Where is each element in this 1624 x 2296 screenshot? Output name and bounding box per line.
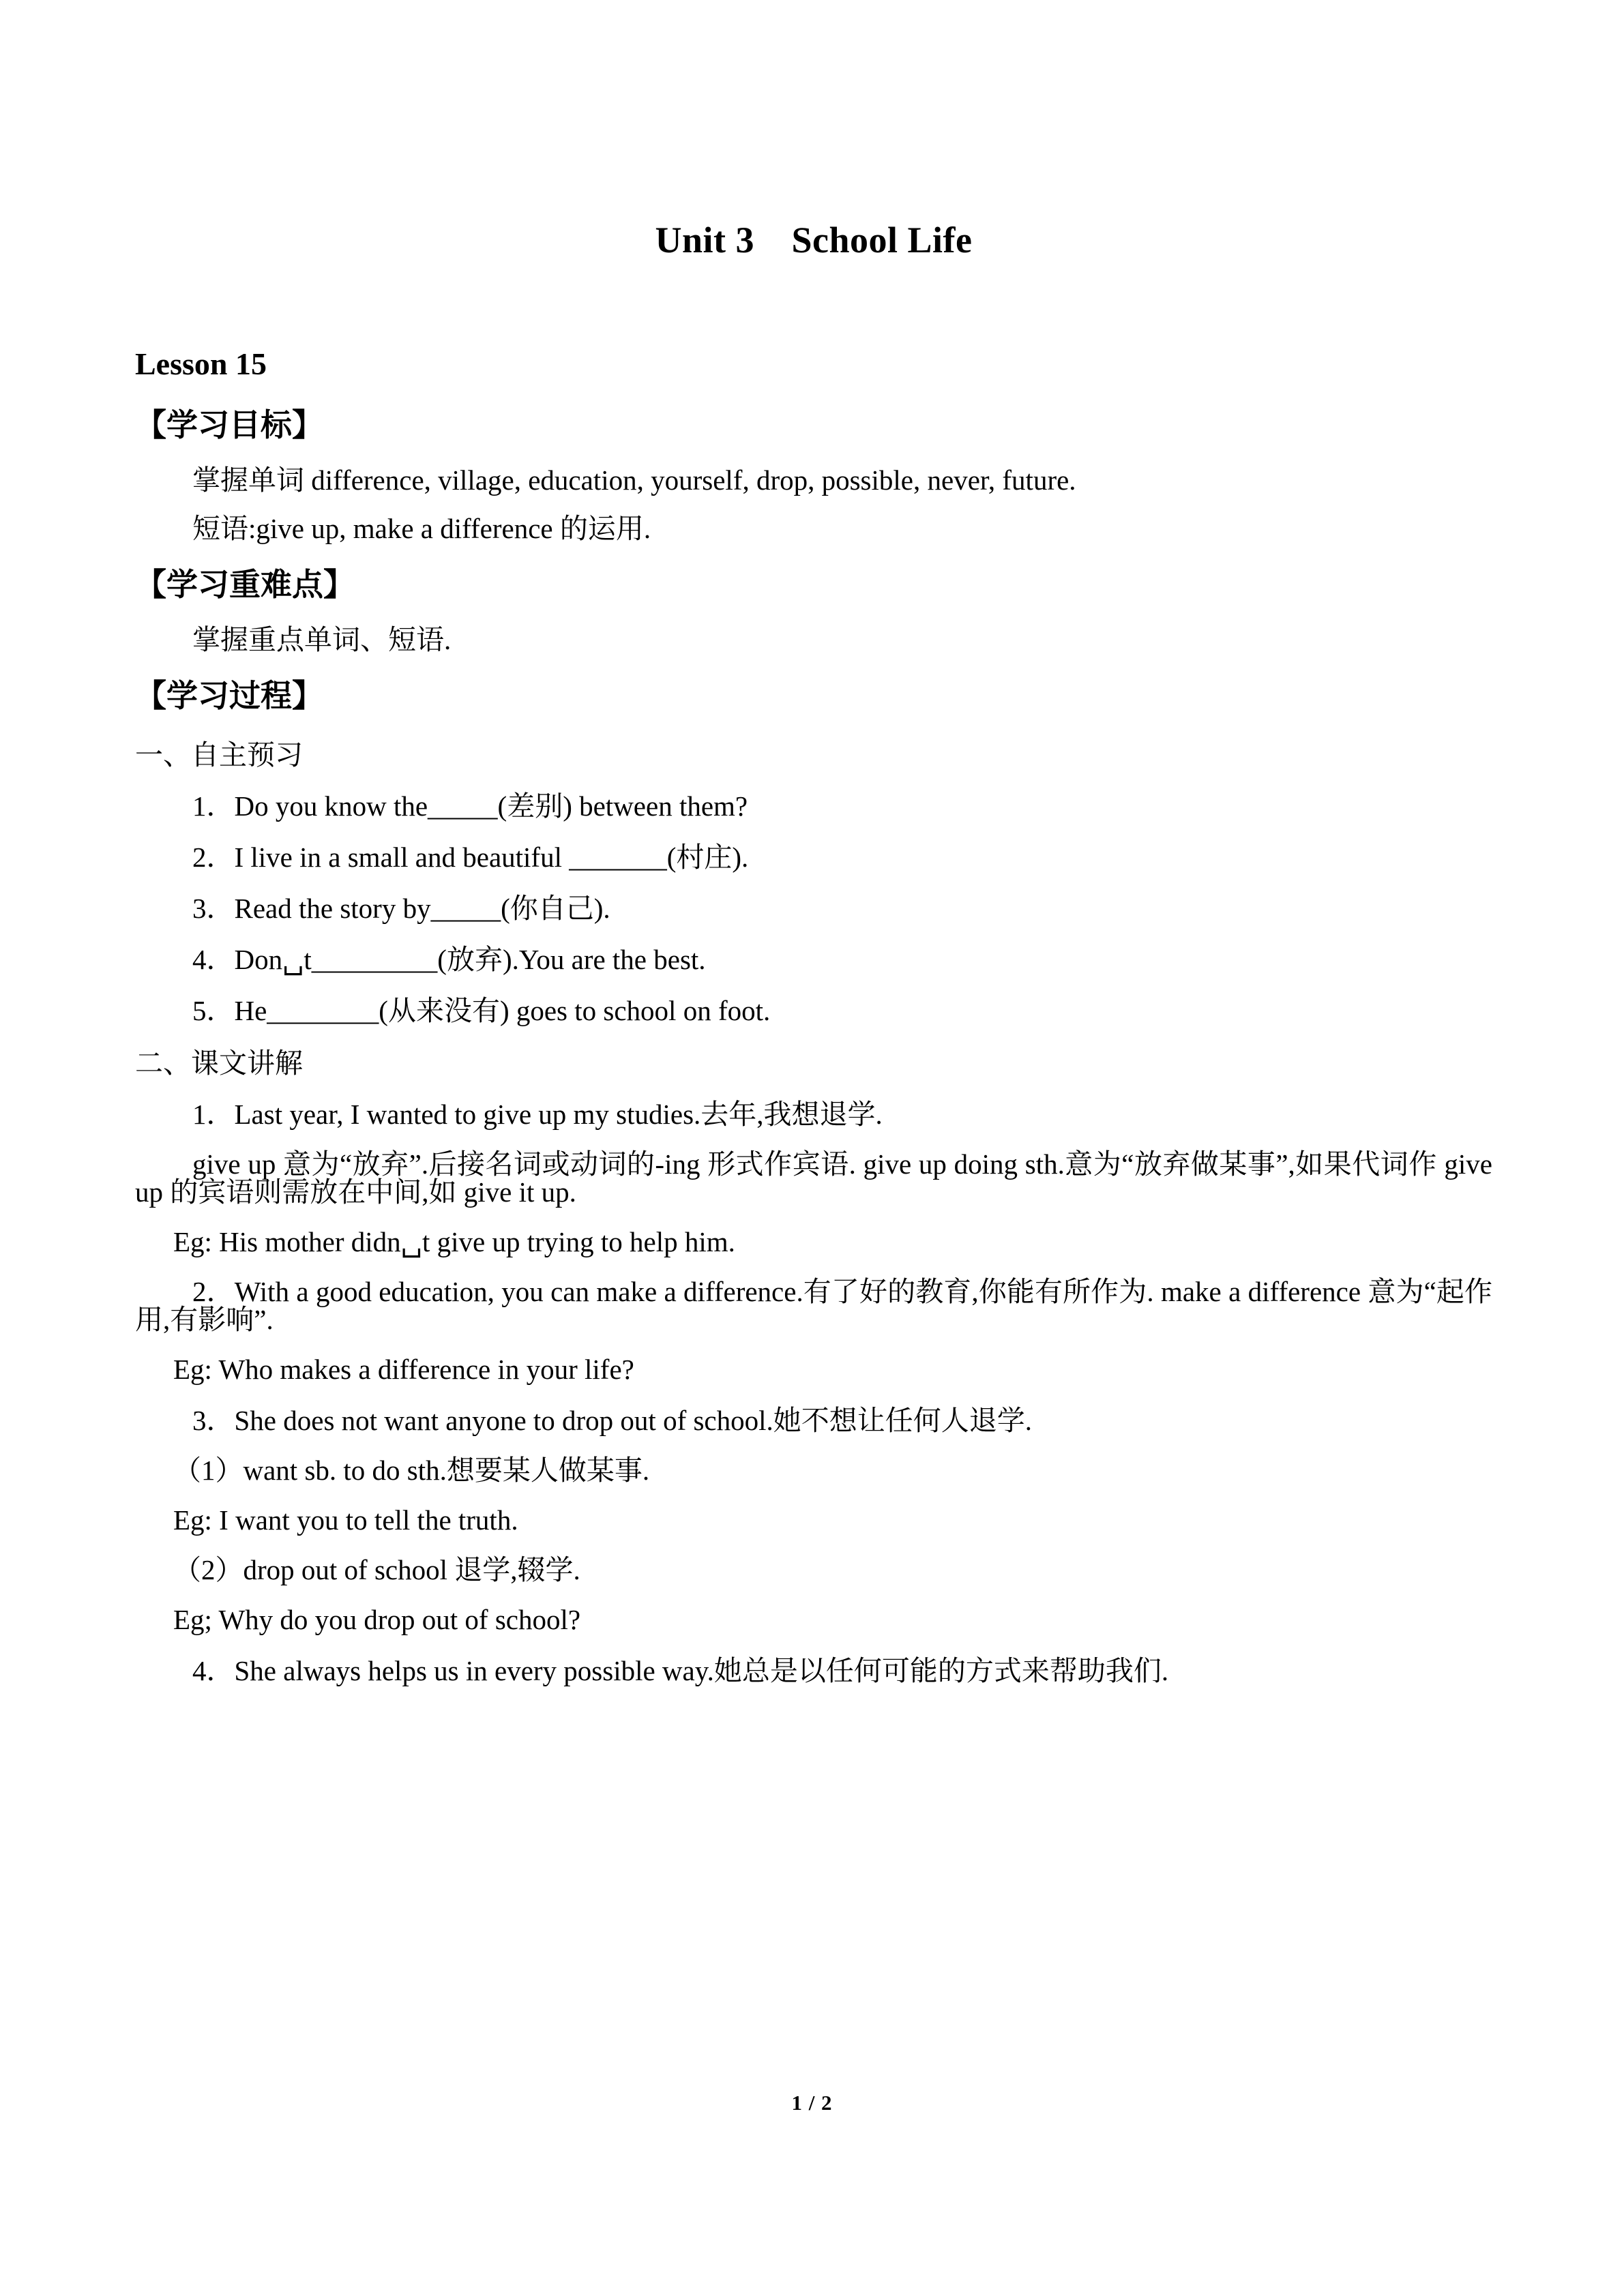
objective-line: 掌握单词 difference, village, education, yourself, drop, possible, never, future.	[192, 464, 1076, 496]
page-title: Unit 3 School Life	[655, 220, 973, 260]
exercise-item: 3．Read the story by_____(你自己).	[192, 892, 610, 924]
page-footer	[0, 2091, 1624, 2115]
note-sub-item: （2）drop out of school 退学,辍学.	[173, 1553, 580, 1585]
document-content	[135, 0, 1492, 1685]
note-sub-item: （1）want sb. to do sth.想要某人做某事.	[173, 1454, 650, 1486]
note-example: Eg; Why do you drop out of school?	[173, 1603, 581, 1635]
note-explanation: give up 意为“放弃”.后接名词或动词的-ing 形式作宾语. give up doing sth.意为“放弃做某事”,如果代词作 give up 的宾语则需放在中间,如 give it up.	[135, 1148, 1492, 1208]
note-sentence: 4．She always helps us in every possible way.她总是以任何可能的方式来帮助我们.	[192, 1654, 1169, 1686]
section-heading-keypoints: 【学习重难点】	[135, 567, 355, 603]
section-heading-objectives: 【学习目标】	[135, 408, 323, 443]
exercise-item: 4．Don␣t_________(放弃).You are the best.	[192, 943, 706, 975]
note-example: Eg: Who makes a difference in your life?	[173, 1353, 634, 1385]
objective-line: 短语:give up, make a difference 的运用.	[192, 513, 651, 545]
page-number: 1 / 2	[791, 2091, 833, 2115]
note-example: Eg: I want you to tell the truth.	[173, 1504, 518, 1536]
exercise-item: 1．Do you know the_____(差别) between them?	[192, 790, 748, 822]
note-example: Eg: His mother didn␣t give up trying to help him.	[173, 1225, 735, 1257]
section-heading-process: 【学习过程】	[135, 678, 323, 713]
part-two-label: 二、课文讲解	[135, 1047, 303, 1079]
exercise-item: 2．I live in a small and beautiful _______(村庄).	[192, 841, 749, 873]
note-sentence: 3．She does not want anyone to drop out of school.她不想让任何人退学.	[192, 1404, 1033, 1436]
part-one-label: 一、自主预习	[135, 739, 303, 771]
lesson-heading: Lesson 15	[135, 346, 267, 381]
exercise-item: 5．He________(从来没有) goes to school on foot.	[192, 994, 771, 1026]
keypoint-line: 掌握重点单词、短语.	[192, 623, 452, 655]
note-sentence: 2．With a good education, you can make a difference.有了好的教育,你能有所作为. make a difference 意为“起作用,有影响”.	[135, 1275, 1492, 1335]
note-sentence: 1．Last year, I wanted to give up my studies.去年,我想退学.	[192, 1098, 883, 1130]
